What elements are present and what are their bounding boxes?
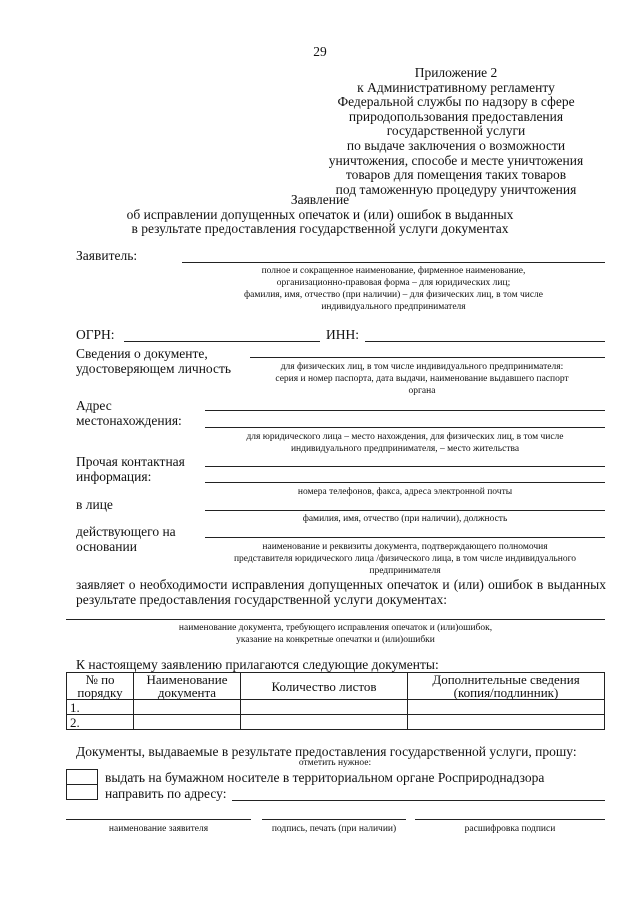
signature-field[interactable] bbox=[262, 819, 406, 820]
appendix-header bbox=[300, 66, 612, 197]
title-word: Заявление bbox=[290, 192, 350, 207]
appendix-line: природопользования предоставления bbox=[348, 108, 564, 124]
declaration-field[interactable] bbox=[66, 619, 605, 620]
declaration-hint bbox=[66, 622, 605, 646]
delivery-intro: Документы, выдаваемые в результате предоставления государственной услуги, прошу: bbox=[76, 744, 577, 759]
row-extra[interactable] bbox=[408, 700, 605, 715]
label-line: информация: bbox=[76, 469, 152, 484]
basis-hint bbox=[200, 541, 610, 577]
identity-field[interactable] bbox=[250, 357, 605, 358]
row-number: 2. bbox=[67, 715, 134, 730]
label-line: Сведения о документе, bbox=[76, 346, 208, 361]
row-number: 1. bbox=[67, 700, 134, 715]
inn-field[interactable] bbox=[365, 341, 605, 342]
declaration-line-1: заявляет о необходимости исправления допущенных опечаток и (или) ошибок в выданных bbox=[76, 577, 606, 592]
applicant-name-field[interactable] bbox=[66, 819, 251, 820]
attachments-table bbox=[66, 672, 605, 730]
hint-line: для юридического лица – место нахождения, для физических лиц, в том числе bbox=[246, 432, 564, 442]
appendix-line: к Административному регламенту bbox=[357, 79, 555, 95]
label-line: местонахождения: bbox=[76, 413, 182, 428]
option-mail-checkbox[interactable] bbox=[66, 784, 98, 800]
label-line: Адрес bbox=[76, 398, 112, 413]
appendix-line: уничтожения, способе и месте уничтожения bbox=[328, 152, 584, 168]
applicant-label: Заявитель: bbox=[76, 248, 138, 263]
table-header-row bbox=[67, 673, 605, 700]
decode-hint: расшифровка подписи bbox=[464, 824, 556, 834]
appendix-line: товаров для помещения таких товаров bbox=[345, 167, 567, 183]
row-sheets[interactable] bbox=[241, 715, 408, 730]
table-row bbox=[67, 700, 605, 715]
row-doc-name[interactable] bbox=[134, 700, 241, 715]
address-label bbox=[76, 398, 182, 428]
row-doc-name[interactable] bbox=[134, 715, 241, 730]
hint-line: наименование документа, требующего исправления опечаток и (или)ошибок, bbox=[178, 623, 493, 633]
page-number: 29 bbox=[313, 44, 327, 59]
hint-line: индивидуального предпринимателя, – место жительства bbox=[290, 444, 520, 454]
ogrn-label: ОГРН: bbox=[76, 327, 115, 342]
hint-line: фамилия, имя, отчество (при наличии) – для физических лиц, в том числе bbox=[243, 290, 544, 300]
contact-field-1[interactable] bbox=[205, 466, 605, 467]
address-field-2[interactable] bbox=[205, 427, 605, 428]
appendix-line: Федеральной службы по надзору в сфере bbox=[337, 94, 575, 110]
ogrn-field[interactable] bbox=[124, 341, 320, 342]
signature-decode-field[interactable] bbox=[415, 819, 605, 820]
header-name: Наименование документа bbox=[134, 673, 241, 700]
representative-hint: фамилия, имя, отчество (при наличии), должность bbox=[302, 514, 508, 524]
header-number: № по порядку bbox=[67, 673, 134, 700]
label-line: основании bbox=[76, 539, 137, 554]
option-paper-label: выдать на бумажном носителе в территориальном органе Росприроднадзора bbox=[105, 770, 545, 785]
hint-line: наименование и реквизиты документа, подтверждающего полномочия bbox=[262, 542, 548, 552]
hint-line: полное и сокращенное наименование, фирменное наименование, bbox=[261, 266, 526, 276]
label-line: действующего на bbox=[76, 524, 176, 539]
appendix-line: под таможенную процедуру уничтожения bbox=[335, 181, 577, 197]
attachments-intro: К настоящему заявлению прилагаются следующие документы: bbox=[76, 657, 439, 672]
appendix-line: государственной услуги bbox=[386, 123, 526, 139]
appendix-line: по выдаче заключения о возможности bbox=[346, 137, 566, 153]
table-row bbox=[67, 715, 605, 730]
option-mail-label: направить по адресу: bbox=[105, 786, 227, 801]
basis-label bbox=[76, 524, 176, 554]
hint-line: органа bbox=[408, 386, 436, 396]
contact-hint: номера телефонов, факса, адреса электронной почты bbox=[297, 487, 513, 497]
row-extra[interactable] bbox=[408, 715, 605, 730]
applicant-hint bbox=[182, 265, 605, 313]
inn-label: ИНН: bbox=[326, 327, 359, 342]
address-field-1[interactable] bbox=[205, 410, 605, 411]
mail-address-field[interactable] bbox=[232, 800, 605, 801]
label-line: удостоверяющем личность bbox=[76, 361, 232, 376]
hint-line: представителя юридического лица /физического лица, в том числе индивидуального bbox=[233, 554, 577, 564]
title-line: в результате предоставления государственной услуги документах bbox=[131, 221, 509, 236]
address-hint bbox=[205, 431, 605, 455]
delivery-note: отметить нужное: bbox=[298, 758, 372, 768]
header-sheets: Количество листов bbox=[241, 673, 408, 700]
appendix-line: Приложение 2 bbox=[414, 65, 498, 80]
name-hint: наименование заявителя bbox=[108, 824, 209, 834]
applicant-field[interactable] bbox=[182, 262, 605, 263]
title-line: об исправлении допущенных опечаток и (или) ошибок в выданных bbox=[126, 206, 514, 222]
sign-hint: подпись, печать (при наличии) bbox=[271, 824, 397, 834]
representative-field[interactable] bbox=[205, 510, 605, 511]
hint-line: для физических лиц, в том числе индивидуального предпринимателя: bbox=[280, 362, 564, 372]
representative-label: в лице bbox=[76, 497, 113, 512]
row-sheets[interactable] bbox=[241, 700, 408, 715]
header-extra: Дополнительные сведения (копия/подлинник) bbox=[408, 673, 605, 700]
hint-line: индивидуального предпринимателя bbox=[321, 302, 466, 312]
contact-label bbox=[76, 454, 185, 484]
hint-line: указание на конкретные опечатки и (или)ошибки bbox=[236, 635, 435, 645]
hint-line: предпринимателя bbox=[369, 566, 441, 576]
identity-hint bbox=[238, 361, 606, 397]
declaration-line-2: результате предоставления государственной услуги документах: bbox=[76, 592, 448, 607]
document-title bbox=[60, 193, 580, 237]
hint-line: организационно-правовая форма – для юридических лиц; bbox=[276, 278, 511, 288]
contact-field-2[interactable] bbox=[205, 482, 605, 483]
basis-field[interactable] bbox=[205, 537, 605, 538]
hint-line: серия и номер паспорта, дата выдачи, наименование выдавшего паспорт bbox=[275, 374, 569, 384]
label-line: Прочая контактная bbox=[76, 454, 185, 469]
option-paper-checkbox[interactable] bbox=[66, 769, 98, 785]
identity-label bbox=[76, 346, 231, 376]
